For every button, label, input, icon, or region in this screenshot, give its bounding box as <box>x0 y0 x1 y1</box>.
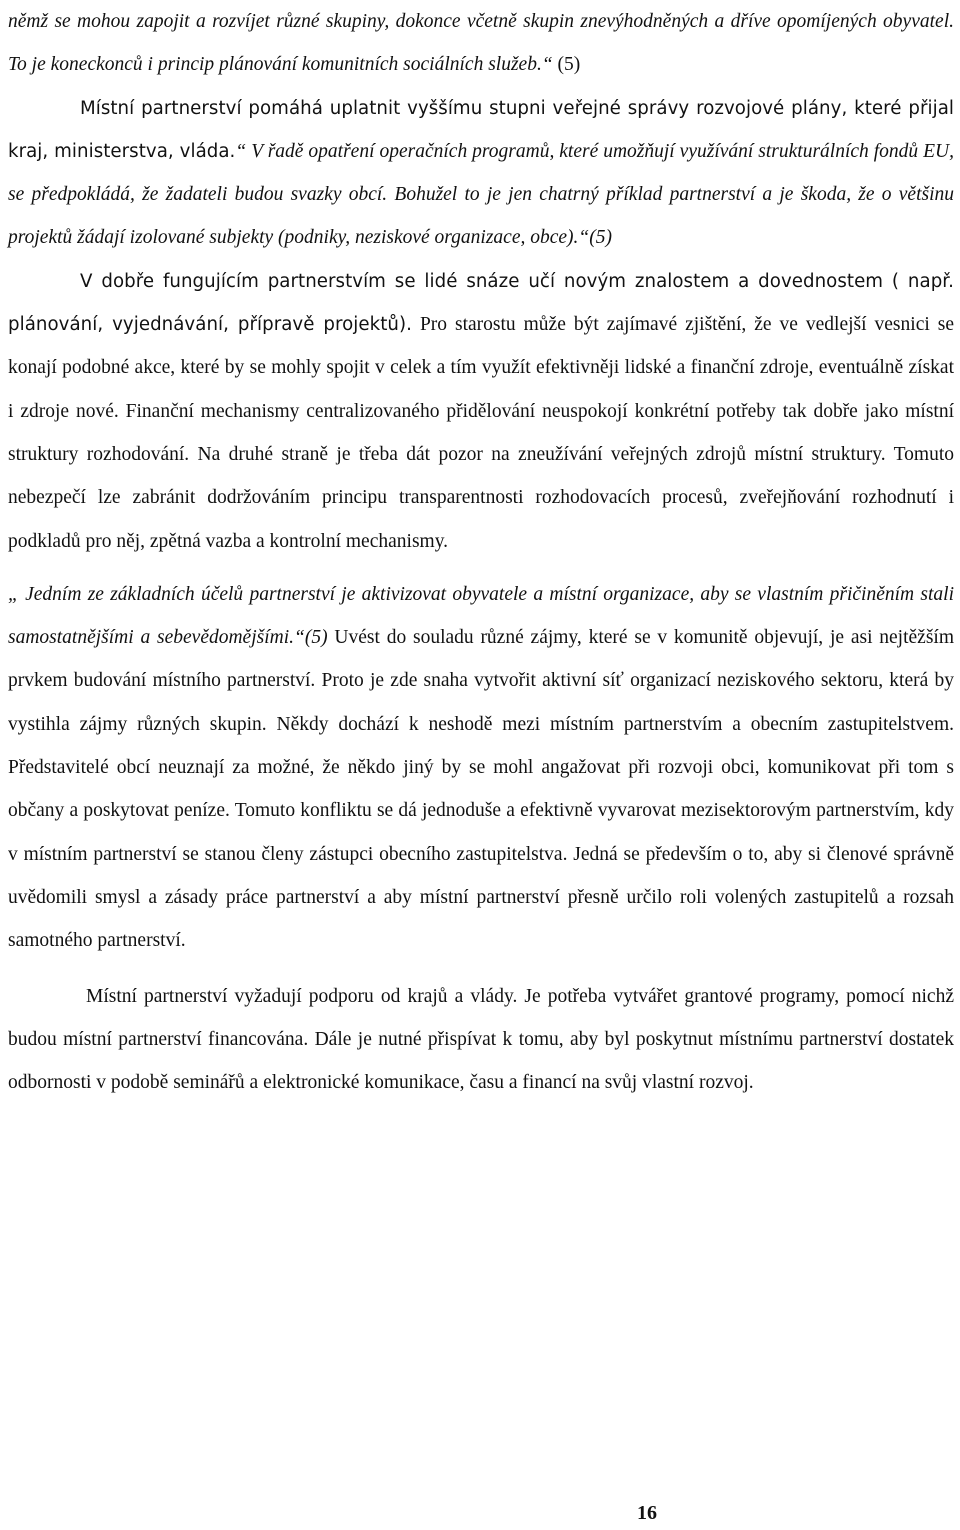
body-text: V dobře fungujícím partnerstvím se lidé snáze učí novým znalostem a dovednostem ( např. plánování, vyjednávání, přípravě projektů). <box>8 270 954 336</box>
body-text: Místní partnerství pomáhá uplatnit vyššímu stupni veřejné správy rozvojové plány, které přijal kraj, ministerstva, vláda. <box>8 97 954 162</box>
document-body <box>8 0 954 1104</box>
citation: (5) <box>552 54 581 76</box>
paragraph-5 <box>8 975 954 1105</box>
quote-text: němž se mohou zapojit a rozvíjet různé skupiny, dokonce včetně skupin znevýhodněných a dříve opomíjených obyvatel. To je koneckonců i princip plánování komunitních sociálních služeb.“ <box>8 11 954 76</box>
paragraph-1 <box>8 0 954 87</box>
page-number: 16 <box>637 1502 657 1524</box>
paragraph-gap <box>8 963 954 975</box>
body-text: Pro starostu může být zajímavé zjištění, že ve vedlejší vesnici se konají podobné akce, které by se mohly spojit v celek a tím využít efektivněji lidské a finanční zdroje, eventuálně získat i zdroje nové. Finanční mechanismy centralizovaného přidělování neuspokojí konkrétní potřeby tak dobře jako místní struktury rozhodování. Na druhé straně je třeba dát pozor na zneužívání veřejných zdrojů místní struktury. Tomuto nebezpečí lze zabránit dodržováním principu transparentnosti rozhodovacích procesů, zveřejňování rozhodnutí i podkladů pro něj, zpětná vazba a kontrolní mechanismy. <box>8 314 954 552</box>
paragraph-4 <box>8 573 954 963</box>
body-text: Uvést do souladu různé zájmy, které se v komunitě objevují, je asi nejtěžším prvkem budování místního partnerství. Proto je zde snaha vytvořit aktivní síť organizací neziskového sektoru, která by vystihla zájmy různých skupin. Někdy dochází k neshodě mezi místním partnerstvím a obecním zastupitelstvem. Představitelé obcí neuznají za možné, že někdo jiný by se mohl angažovat při rozvoji obci, komunikovat při tom s občany a poskytovat peníze. Tomuto konfliktu se dá jednoduše a efektivně vyvarovat mezisektorovým partnerstvím, kdy v místním partnerství se stanou členy zástupci obecního zastupitelstva. Jedná se především o to, aby si členové správně uvědomili smysl a zásady práce partnerství a aby místní partnerství přesně určilo roli volených zastupitelů a rozsah samotného partnerství. <box>8 627 955 952</box>
paragraph-2 <box>8 87 954 260</box>
citation: (5) <box>589 227 612 249</box>
body-text: Místní partnerství vyžadují podporu od krajů a vlády. Je potřeba vytvářet grantové programy, pomocí nichž budou místní partnerství financována. Dále je nutné přispívat k tomu, aby byl poskytnut místnímu partnerství dostatek odbornosti v podobě seminářů a elektronické komunikace, času a financí na svůj vlastní rozvoj. <box>8 985 954 1094</box>
citation: (5) <box>304 627 328 649</box>
paragraph-3 <box>8 260 954 563</box>
quote-text: “ V řadě opatření operačních programů, které umožňují využívání strukturálních fondů EU, se předpokládá, že žadateli budou svazky obcí. Bohužel to je jen chatrný příklad partnerství a je škoda, že o většinu projektů žádají izolované subjekty (podniky, neziskové organizace, obce).“ <box>8 140 954 249</box>
quote-text: „ Jedním ze základních účelů partnerství je aktivizovat obyvatele a místní organizace, aby se vlastním přičiněním stali samostatnějšími a sebevědomějšími.“ <box>8 583 954 649</box>
paragraph-gap <box>8 563 954 573</box>
